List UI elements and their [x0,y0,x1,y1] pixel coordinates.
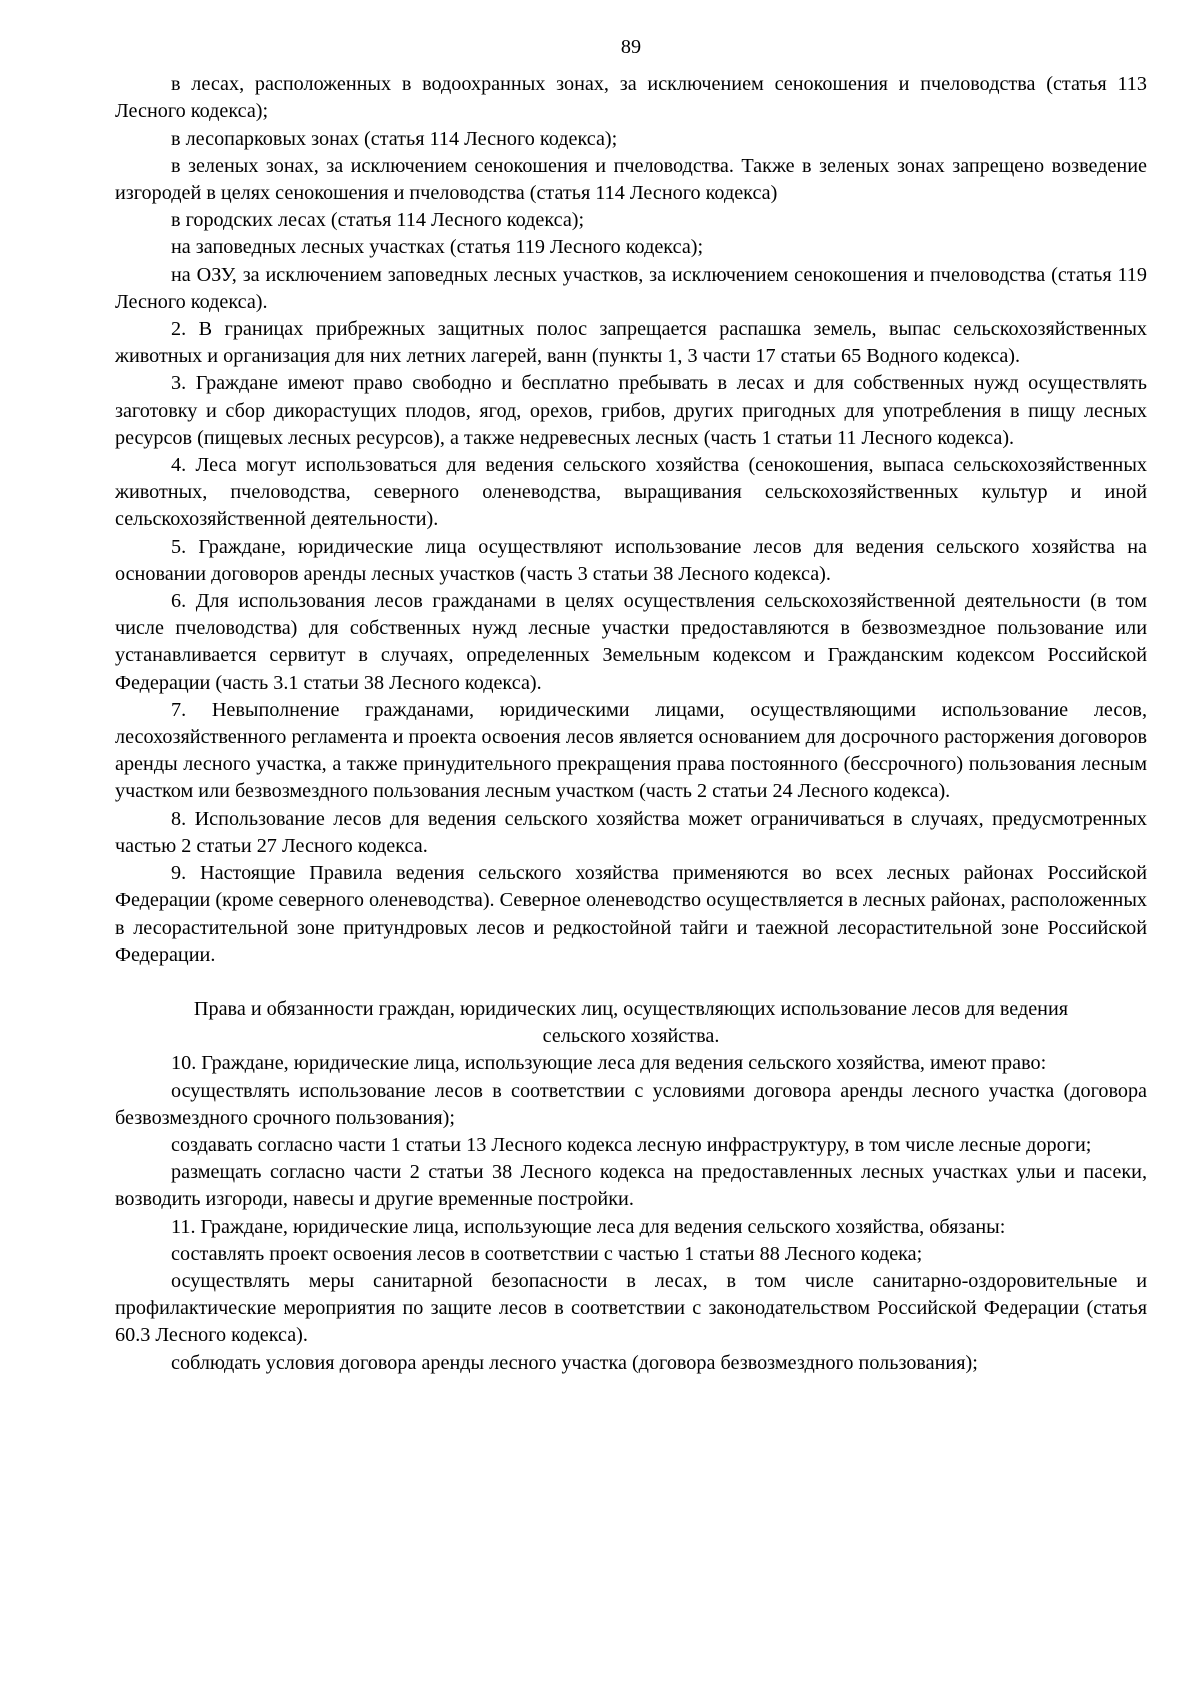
paragraph: в зеленых зонах, за исключением сенокошения и пчеловодства. Также в зеленых зонах запрещено возведение изгородей в целях сенокошения и пчеловодства (статья 114 Лесного кодекса) [115,154,1147,205]
paragraph: осуществлять меры санитарной безопасности в лесах, в том числе санитарно-оздоровительные и профилактические мероприятия по защите лесов в соответствии с законодательством Российской Федерации (статья 60.3 Лесного кодекса). [115,1269,1147,1347]
paragraph: 11. Граждане, юридические лица, использующие леса для ведения сельского хозяйства, обязаны: [171,1215,1006,1238]
paragraph: на заповедных лесных участках (статья 119 Лесного кодекса); [171,236,704,259]
paragraph: создавать согласно части 1 статьи 13 Лесного кодекса лесную инфраструктуру, в том числе лесные дороги; [171,1133,1092,1156]
paragraph: в городских лесах (статья 114 Лесного кодекса); [171,209,585,232]
paragraph: 3. Граждане имеют право свободно и бесплатно пребывать в лесах и для собственных нужд осуществлять заготовку и сбор дикорастущих плодов, ягод, орехов, грибов, других пригодных для употребления в пищу лесных ресурсов (пищевых лесных ресурсов), а также недревесных лесных (часть 1 статьи 11 Лесного кодекса). [115,372,1147,449]
paragraph: на ОЗУ, за исключением заповедных лесных участков, за исключением сенокошения и пчеловодства (статья 119 Лесного кодекса). [115,263,1147,313]
paragraph: соблюдать условия договора аренды лесного участка (договора безвозмездного пользования); [171,1351,978,1374]
paragraph: размещать согласно части 2 статьи 38 Лесного кодекса на предоставленных лесных участках ульи и пасеки, возводить изгороди, навесы и другие временные постройки. [115,1161,1147,1211]
paragraphs-top [115,71,1147,969]
paragraph: 8. Использование лесов для ведения сельского хозяйства может ограничиваться в случаях, предусмотренных частью 2 статьи 27 Лесного кодекса. [115,807,1147,857]
document-page [115,34,1147,1377]
paragraph: в лесах, расположенных в водоохранных зонах, за исключением сенокошения и пчеловодства (статья 113 Лесного кодекса); [115,73,1147,123]
paragraph: 5. Граждане, юридические лица осуществляют использование лесов для ведения сельского хозяйства на основании договоров аренды лесных участков (часть 3 статьи 38 Лесного кодекса). [115,535,1147,585]
paragraphs-bottom [115,1050,1147,1376]
page-number: 89 [620,36,642,58]
paragraph: составлять проект освоения лесов в соответствии с частью 1 статьи 88 Лесного кодека; [171,1242,923,1265]
paragraph: 7. Невыполнение гражданами, юридическими лицами, осуществляющими использование лесов, лесохозяйственного регламента и проекта освоения лесов является основанием для досрочного расторжения договоров аренды лесного участка, а также принудительного прекращения права постоянного (бессрочного) пользования лесным участком или безвозмездного пользования лесным участком (часть 2 статьи 24 Лесного кодекса). [115,698,1147,803]
paragraph: осуществлять использование лесов в соответствии с условиями договора аренды лесного участка (договора безвозмездного срочного пользования); [115,1079,1147,1129]
paragraph: 6. Для использования лесов гражданами в целях осуществления сельскохозяйственной деятельности (в том числе пчеловодства) для собственных нужд лесные участки предоставляются в безвозмездное пользование или устанавливается сервитут в случаях, определенных Земельным кодексом и Гражданским кодексом Российской Федерации (часть 3.1 статьи 38 Лесного кодекса). [115,590,1147,694]
paragraph: 2. В границах прибрежных защитных полос запрещается распашка земель, выпас сельскохозяйственных животных и организация для них летних лагерей, ванн (пункты 1, 3 части 17 статьи 65 Водного кодекса). [115,318,1147,368]
paragraph: в лесопарковых зонах (статья 114 Лесного кодекса); [171,127,618,150]
paragraph: 9. Настоящие Правила ведения сельского хозяйства применяются во всех лесных районах Российской Федерации (кроме северного оленеводства). Северное оленеводство осуществляется в лесных районах, расположенных в лесорастительной зоне притундровых лесов и редкостойной тайги и таежной лесорастительной зоне Российской Федерации. [115,862,1147,966]
section-spacer [115,969,1147,996]
paragraph: 10. Граждане, юридические лица, использующие леса для ведения сельского хозяйства, имеют право: [171,1052,1047,1075]
section-heading: Права и обязанности граждан, юридических лиц, осуществляющих использование лесов для ведения сельского хозяйства. [193,997,1069,1048]
paragraph: 4. Леса могут использоваться для ведения сельского хозяйства (сенокошения, выпаса сельскохозяйственных животных, пчеловодства, северного оленеводства, выращивания сельскохозяйственных культур и иной сельскохозяйственной деятельности). [115,454,1147,531]
